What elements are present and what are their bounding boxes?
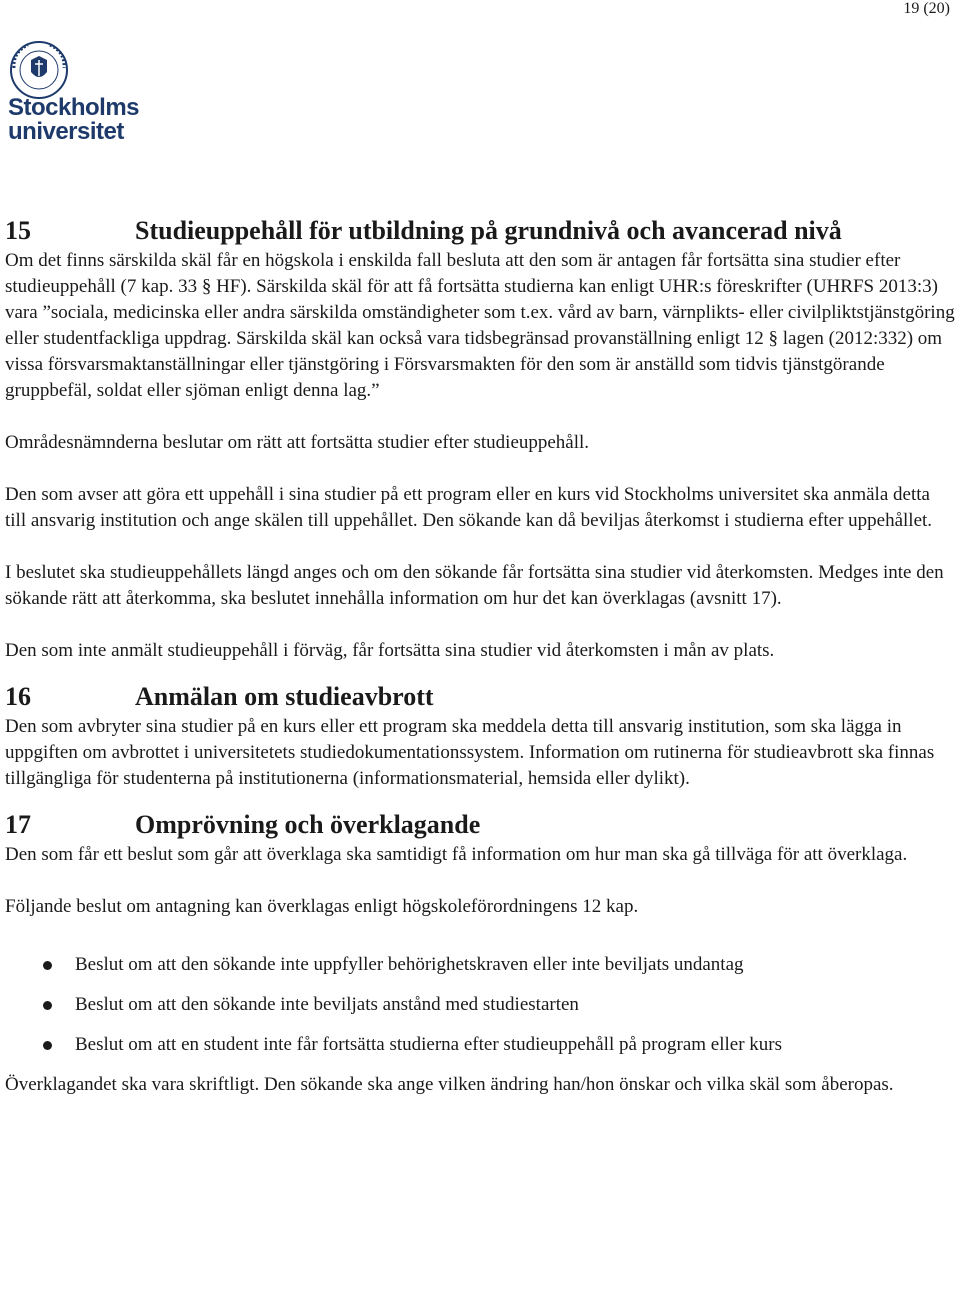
list-item [5,992,955,1032]
university-logo [4,38,140,145]
bullet-icon [43,1001,52,1010]
bullet-icon [43,1041,52,1050]
section-heading-17 [5,808,955,842]
paragraph: Följande beslut om antagning kan överklagas enligt högskoleförordningens 12 kap. [5,896,639,917]
paragraph: Områdesnämnderna beslutar om rätt att fortsätta studier efter studieuppehåll. [5,432,590,453]
section-title: Anmälan om studieavbrott [135,682,434,711]
list-item-text: Beslut om att den sökande inte uppfyller behörighetskraven eller inte beviljats undantag [75,954,744,975]
university-wordmark [8,96,139,144]
section-heading-15 [5,214,955,248]
section-number: 16 [5,682,31,711]
section-title: Omprövning och överklagande [135,810,481,839]
section-title: Studieuppehåll för utbildning på grundnivå och avancerad nivå [135,216,842,245]
bullet-icon [43,961,52,970]
university-seal-icon [4,38,74,100]
page-number: 19 (20) [903,0,950,17]
list-item [5,1032,955,1072]
section-heading-16 [5,680,955,714]
section-number: 15 [5,216,31,245]
appeal-list [5,952,955,1072]
paragraph: Om det finns särskilda skäl får en högskola i enskilda fall besluta att den som är antagen får fortsätta sina studier efter studieuppehåll (7 kap. 33 § HF). Särskilda skäl för att få fortsätta studierna kan enligt UHR:s föreskrifter (UHRFS 2013:3) vara ”sociala, medicinska eller andra särskilda omständigheter som t.ex. vård av barn, värnplikts- eller civilpliktstjänstgöring eller studentfackliga uppdrag. Särskilda skäl kan också vara tidsbegränsad provanställning enligt 12 § lagen (2012:332) om vissa försvarsmaktanställningar eller tjänstgöring i Försvarsmakten för den som är anställd som tidvis tjänstgörande gruppbefäl, soldat eller sjöman enligt denna lag.” [5,250,955,401]
document-body [5,214,955,1098]
paragraph: Den som avser att göra ett uppehåll i sina studier på ett program eller en kurs vid Stockholms universitet ska anmäla detta till ansvarig institution och ange skälen till uppehållet. Den sökande kan då beviljas återkomst i studierna efter uppehållet. [5,484,933,531]
list-item-text: Beslut om att den sökande inte beviljats anstånd med studiestarten [75,994,579,1015]
paragraph: I beslutet ska studieuppehållets längd anges och om den sökande får fortsätta sina studier vid återkomsten. Medges inte den sökande rätt att återkomma, ska beslutet innehålla information om hur det kan överklagas (avsnitt 17). [5,562,944,609]
wordmark-line-1: Stockholms [8,94,140,121]
paragraph: Den som får ett beslut som går att överklaga ska samtidigt få information om hur man ska gå tillväga för att överklaga. [5,844,908,865]
paragraph: Den som avbryter sina studier på en kurs eller ett program ska meddela detta till ansvarig institution, som ska lägga in uppgiften om avbrottet i universitetets studiedokumentationssystem. Information om rutinerna för studieavbrott ska finnas tillgängliga för studenterna på institutionerna (informationsmaterial, hemsida eller dylikt). [5,716,935,789]
section-number: 17 [5,810,31,839]
list-item [5,952,955,992]
wordmark-line-2: universitet [8,118,124,145]
paragraph: Den som inte anmält studieuppehåll i förväg, får fortsätta sina studier vid återkomsten i mån av plats. [5,640,775,661]
list-item-text: Beslut om att en student inte får fortsätta studierna efter studieuppehåll på program eller kurs [75,1034,782,1055]
paragraph: Överklagandet ska vara skriftligt. Den sökande ska ange vilken ändring han/hon önskar och vilka skäl som åberopas. [5,1074,894,1095]
